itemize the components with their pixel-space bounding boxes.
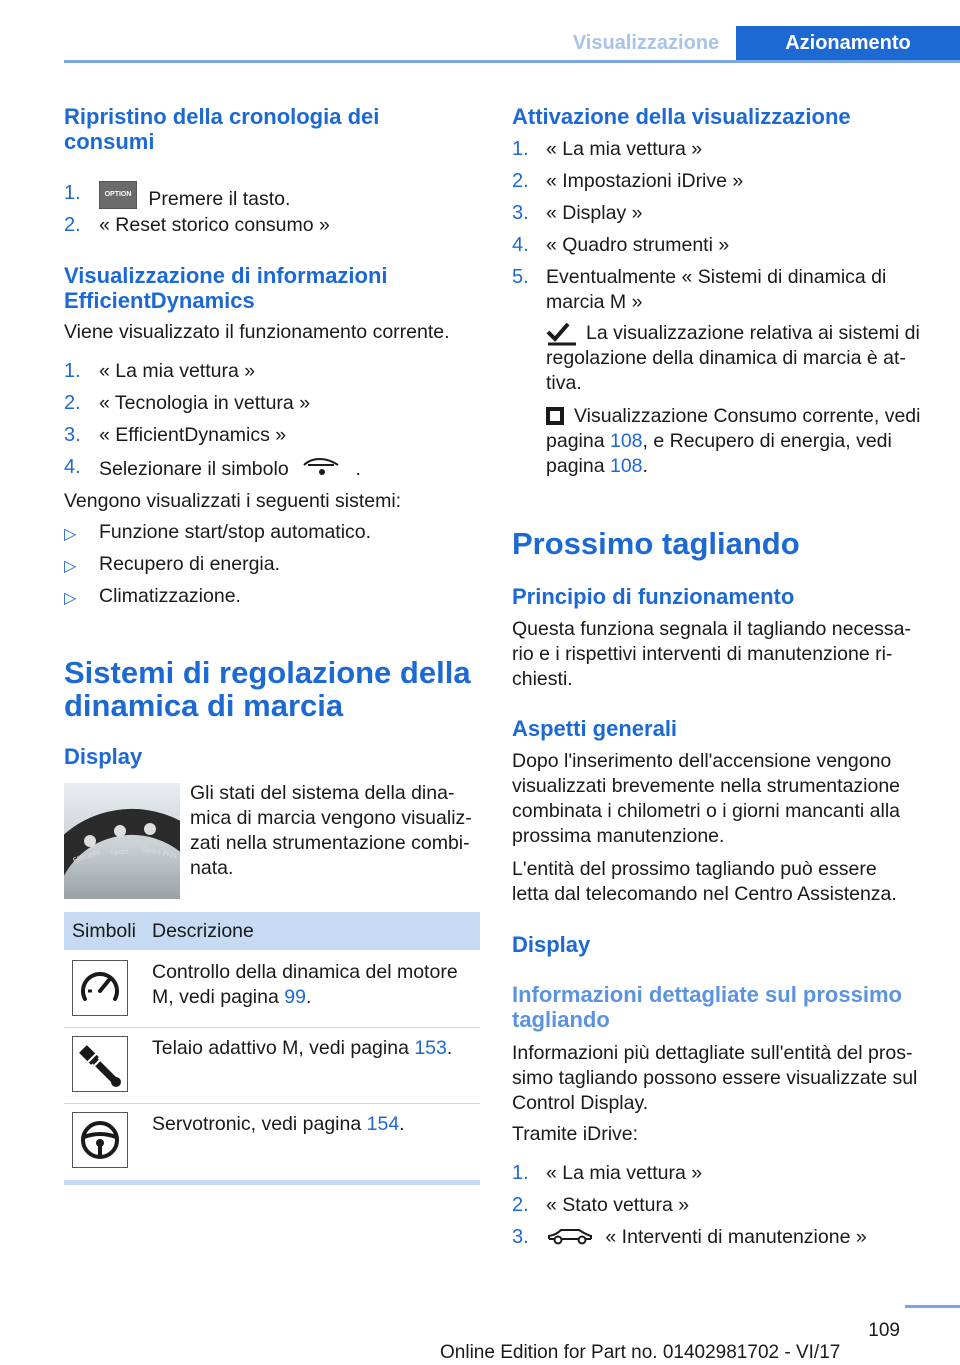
list-number: 4. — [64, 456, 81, 478]
tab-visualizzazione[interactable]: Visualizzazione — [572, 32, 720, 54]
heading-principio: Principio di funzionamento — [512, 584, 795, 609]
table-row: Controllo della dinamica del motore M, vedi pagina 99. — [152, 961, 458, 1008]
tramite-text: Tramite iDrive: — [512, 1123, 639, 1145]
page-link[interactable]: 108 — [609, 455, 643, 477]
heading-sistemi: Sistemi di regolazione della dinamica di marcia — [64, 655, 471, 723]
list-number: 1. — [512, 1162, 529, 1184]
efficient-intro: Viene visualizzato il funzionamento corrente. — [64, 321, 450, 343]
heading-display: Display — [64, 744, 143, 769]
instrument-cluster-image — [64, 783, 180, 899]
tab-azionamento[interactable]: Azionamento — [736, 26, 960, 60]
list-number: 3. — [64, 424, 81, 446]
principio-text: Questa funziona segnala il tagliando necessa-rio e i rispettivi interventi di manutenzione ri-chiesti. — [512, 618, 911, 690]
heading-prossimo: Prossimo tagliando — [512, 526, 800, 561]
heading-informazioni: Informazioni dettagliate sul prossimo tagliando — [512, 982, 902, 1032]
list-item: Selezionare il simbolo . — [99, 455, 479, 482]
list-number: 1. — [512, 138, 529, 160]
page-link[interactable]: 153 — [414, 1037, 447, 1059]
list-number: 3. — [512, 202, 529, 224]
list-item: « La mia vettura » — [546, 1162, 703, 1184]
table-bottom-rule — [64, 1180, 480, 1185]
list-number: 4. — [512, 234, 529, 256]
checkbox-icon — [546, 407, 564, 425]
note-checked: La visualizzazione relativa ai sistemi di regolazione della dinamica di marcia è at-tiva. — [546, 322, 920, 394]
list-number: 2. — [512, 170, 529, 192]
informazioni-text: Informazioni più dettagliate sull'entità del pros-simo tagliando possono essere visualizzate sul Control Display. — [512, 1042, 918, 1114]
list-item: « Reset storico consumo » — [99, 214, 330, 236]
header-rule — [64, 60, 960, 63]
list-number: 2. — [64, 392, 81, 414]
steering-wheel-icon — [73, 1113, 127, 1167]
list-number: 2. — [64, 214, 81, 236]
systems-intro: Vengono visualizzati i seguenti sistemi: — [64, 490, 402, 512]
heading-display-2: Display — [512, 932, 591, 957]
list-item: « Quadro strumenti » — [546, 234, 730, 256]
list-item: Recupero di energia. — [99, 553, 281, 575]
note-unchecked: Visualizzazione Consumo corrente, vedi pagina 108, e Recupero di energia, vedi pagina 108. — [546, 405, 921, 477]
list-item: Eventualmente « Sistemi di dinamica di marcia M » — [546, 266, 887, 313]
list-item: « Display » — [546, 202, 643, 224]
table-divider — [64, 1103, 480, 1104]
page-link[interactable]: 154 — [366, 1113, 400, 1135]
list-item: « Stato vettura » — [546, 1194, 690, 1216]
list-number: 5. — [512, 266, 529, 288]
heading-attivazione: Attivazione della visualizzazione — [512, 104, 851, 129]
table-header-symbols: Simboli — [72, 920, 136, 942]
list-item: « Impostazioni iDrive » — [546, 170, 744, 192]
car-symbol-icon — [298, 455, 346, 479]
table-cell-symbol — [72, 1036, 128, 1092]
checkmark-icon — [546, 322, 578, 346]
page-link[interactable]: 108 — [609, 430, 643, 452]
list-item: « La mia vettura » — [99, 360, 256, 382]
list-item: « Tecnologia in vettura » — [99, 392, 311, 414]
option-button-icon: OPTION — [99, 181, 137, 209]
table-row: Telaio adattivo M, vedi pagina 153. — [152, 1037, 453, 1059]
list-number: 2. — [512, 1194, 529, 1216]
table-header-description: Descrizione — [152, 920, 254, 942]
bullet-triangle-icon: ▷ — [64, 526, 77, 543]
list-number: 3. — [512, 1226, 529, 1248]
list-number: 1. — [64, 360, 81, 382]
page-number: 109 — [868, 1320, 900, 1341]
svg-text:Sport Plus: Sport Plus — [141, 845, 178, 861]
footer-rule — [905, 1305, 960, 1308]
car-service-icon — [546, 1225, 594, 1247]
svg-text:Efficient: Efficient — [71, 847, 102, 865]
list-number: 1. — [64, 182, 81, 204]
list-item: OPTION Premere il tasto. — [99, 181, 479, 212]
table-cell-symbol — [72, 960, 128, 1016]
aspetti-p1: Dopo l'inserimento dell'accensione vengono visualizzati brevemente nella strumentazione combinata i chilometri o i giorni mancanti alla prossima manutenzione. — [512, 750, 901, 847]
list-item: « Interventi di manutenzione » — [546, 1225, 926, 1250]
list-item: « EfficientDynamics » — [99, 424, 287, 446]
table-divider — [64, 1027, 480, 1028]
heading-aspetti: Aspetti generali — [512, 716, 678, 741]
footer-edition: Online Edition for Part no. 01402981702 - VI/17 — [440, 1342, 841, 1363]
list-item: « La mia vettura » — [546, 138, 703, 160]
list-item: Climatizzazione. — [99, 585, 241, 607]
heading-efficient: Visualizzazione di informazioni EfficientDynamics — [64, 263, 388, 313]
svg-text:Sport: Sport — [110, 848, 129, 856]
page-link[interactable]: 99 — [284, 986, 306, 1008]
bullet-triangle-icon: ▷ — [64, 590, 77, 607]
table-cell-symbol — [72, 1112, 128, 1168]
damper-icon — [73, 1037, 127, 1091]
heading-ripristino: Ripristino della cronologia dei consumi — [64, 104, 380, 154]
gauge-icon — [73, 961, 127, 1015]
bullet-triangle-icon: ▷ — [64, 558, 77, 575]
list-item: Funzione start/stop automatico. — [99, 521, 372, 543]
aspetti-p2: L'entità del prossimo tagliando può essere letta dal telecomando nel Centro Assistenza. — [512, 858, 897, 905]
table-row: Servotronic, vedi pagina 154. — [152, 1113, 405, 1135]
display-text: Gli stati del sistema della dina-mica di marcia vengono visualiz-zati nella strumentazione combi-nata. — [190, 782, 472, 879]
